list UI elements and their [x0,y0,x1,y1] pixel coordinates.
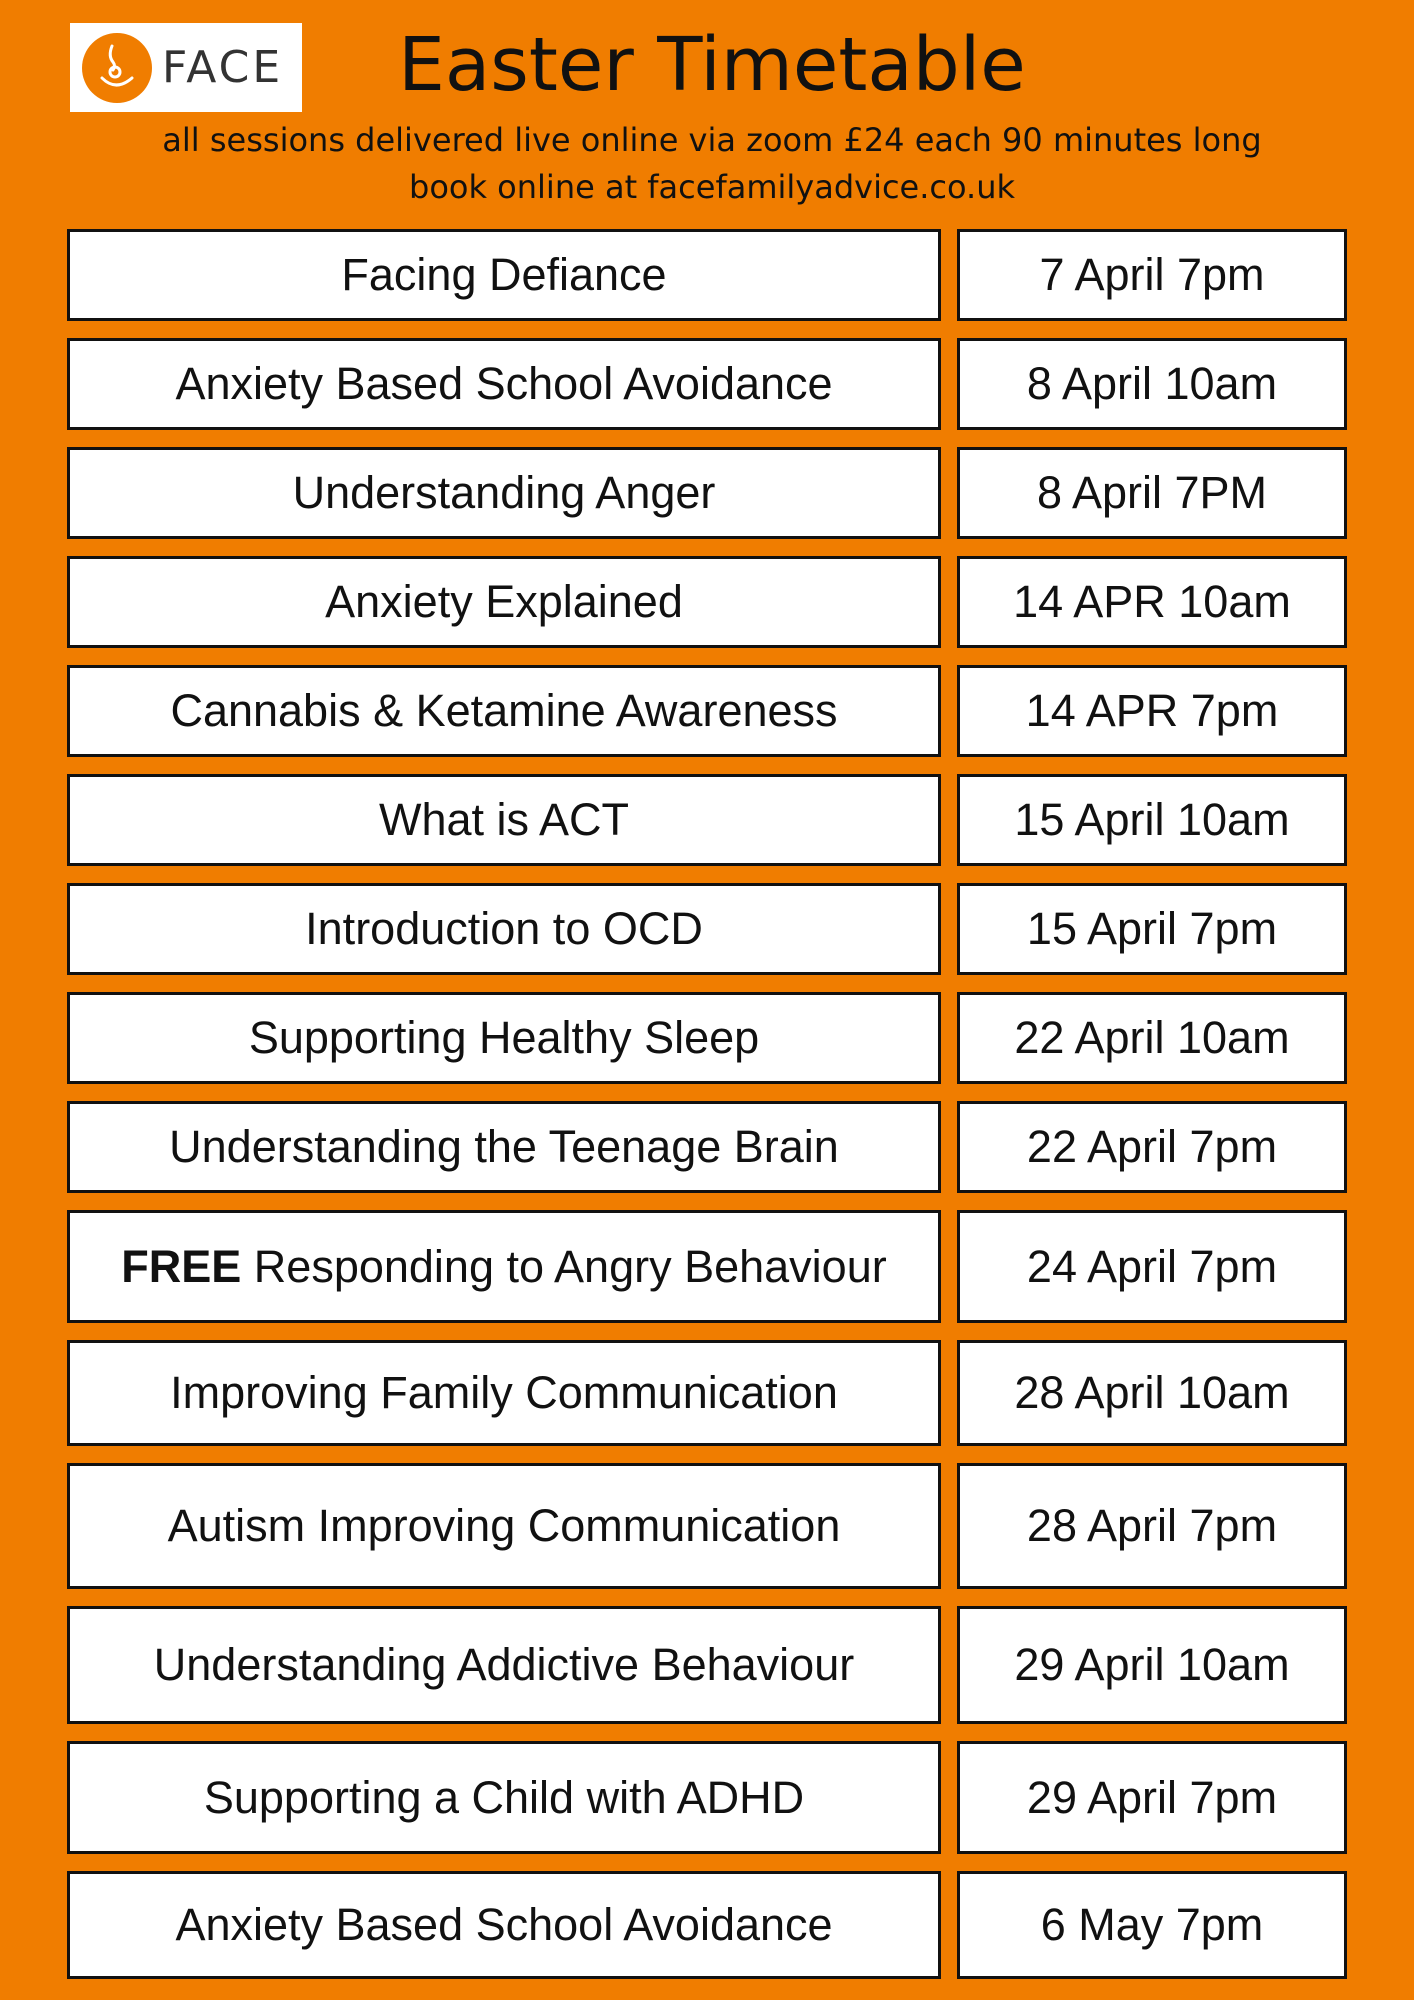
table-row [67,665,1347,757]
session-title-text: Supporting Healthy Sleep [248,1012,760,1063]
table-row [67,1741,1347,1854]
session-title [67,665,941,757]
session-date: 14 APR 10am [957,556,1347,648]
session-title [67,1463,941,1589]
session-title-text: Autism Improving Communication [167,1500,841,1551]
table-row [67,338,1347,430]
session-title-text: Responding to Angry Behaviour [253,1240,887,1292]
table-row [67,1210,1347,1323]
session-date: 24 April 7pm [957,1210,1347,1323]
session-title [67,1210,941,1323]
table-row [67,1340,1347,1446]
session-date: 22 April 7pm [957,1101,1347,1193]
session-date: 28 April 7pm [957,1463,1347,1589]
session-date: 29 April 10am [957,1606,1347,1724]
session-title [67,556,941,648]
session-date: 15 April 7pm [957,883,1347,975]
session-title [67,774,941,866]
subtitle-sessions: all sessions delivered live online via zoom £24 each 90 minutes long [162,121,1262,159]
session-date: 22 April 10am [957,992,1347,1084]
session-title-text: Improving Family Communication [170,1367,838,1418]
session-date: 14 APR 7pm [957,665,1347,757]
session-date: 15 April 10am [957,774,1347,866]
logo-text: FACE [162,42,284,93]
session-title [67,1741,941,1854]
session-date: 8 April 7PM [957,447,1347,539]
session-title [67,1606,941,1724]
table-row [67,229,1347,321]
session-title-text: Understanding Anger [292,467,716,518]
table-row [67,447,1347,539]
table-row [67,992,1347,1084]
session-title-text: Introduction to OCD [305,903,703,954]
session-date: 28 April 10am [957,1340,1347,1446]
session-title [67,447,941,539]
session-title [67,338,941,430]
table-row [67,1606,1347,1724]
table-row [67,1463,1347,1589]
subtitle-booking: book online at facefamilyadvice.co.uk [409,168,1015,206]
session-date: 6 May 7pm [957,1871,1347,1979]
session-title [67,1871,941,1979]
session-date: 8 April 10am [957,338,1347,430]
page-title: Easter Timetable [398,22,1026,108]
session-date: 7 April 7pm [957,229,1347,321]
table-row [67,1101,1347,1193]
table-row [67,1871,1347,1979]
table-row [67,883,1347,975]
table-row [67,556,1347,648]
session-title [67,992,941,1084]
session-title [67,1340,941,1446]
table-row [67,774,1347,866]
session-title-text: Understanding the Teenage Brain [169,1121,839,1172]
session-date: 29 April 7pm [957,1741,1347,1854]
session-title-text: Anxiety Based School Avoidance [175,358,833,409]
session-title [67,229,941,321]
session-title-text: Supporting a Child with ADHD [203,1771,805,1823]
session-title-text: Understanding Addictive Behaviour [153,1639,855,1690]
session-title-text: Anxiety Explained [325,576,683,627]
session-title-text: Anxiety Based School Avoidance [175,1899,833,1950]
session-title [67,1101,941,1193]
session-title-text: What is ACT [378,794,630,845]
session-title [67,883,941,975]
session-title-text: Facing Defiance [341,249,667,300]
session-title-text: Cannabis & Ketamine Awareness [170,685,838,736]
timetable [67,229,1347,1979]
free-badge: FREE [121,1240,242,1292]
